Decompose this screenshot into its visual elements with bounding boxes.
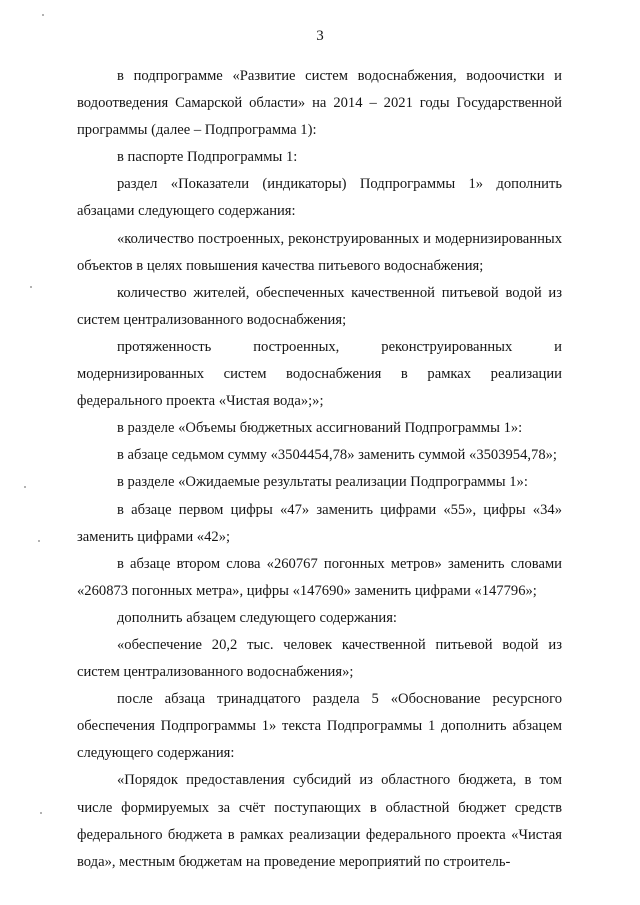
paragraph: в разделе «Объемы бюджетных ассигнований Подпрограммы 1»: [117, 420, 523, 437]
paragraph: в разделе «Ожидаемые результаты реализации Подпрограммы 1»: [117, 474, 528, 491]
paragraph: в подпрограмме «Развитие систем водоснабжения, водоочистки и водоотведения Самарской области» на 2014 – 2021 годы Государственной программы (далее – Подпрограмма 1): [77, 68, 562, 139]
paragraph: в абзаце первом цифры «47» заменить цифрами «55», цифры «34» заменить цифрами «42»; [77, 501, 562, 545]
paragraph: протяженность построенных, реконструированных и модернизированных систем водоснабжения в рамках реализации федерального проекта «Чистая вода»;»; [77, 338, 562, 410]
paragraph: в паспорте Подпрограммы 1: [117, 149, 298, 166]
scan-speck [24, 486, 26, 488]
scan-speck [30, 286, 32, 288]
paragraph: в абзаце седьмом сумму «3504454,78» заменить суммой «3503954,78»; [117, 447, 557, 464]
scan-speck [38, 540, 40, 542]
paragraph: после абзаца тринадцатого раздела 5 «Обоснование ресурсного обеспечения Подпрограммы 1» текста Подпрограммы 1 дополнить абзацем следующего содержания: [77, 691, 562, 762]
paragraph: количество жителей, обеспеченных качественной питьевой водой из систем централизованного водоснабжения; [77, 284, 562, 328]
paragraph: «Порядок предоставления субсидий из областного бюджета, в том числе формируемых за счёт поступающих в областной бюджет средств федерального бюджета в рамках реализации федерального проекта «Чистая вода», местным бюджетам на проведение мероприятий по строитель- [77, 772, 562, 870]
paragraph: «количество построенных, реконструированных и модернизированных объектов в целях повышения качества питьевого водоснабжения; [77, 230, 562, 274]
scan-speck [42, 14, 44, 16]
paragraph: в абзаце втором слова «260767 погонных метров» заменить словами «260873 погонных метра», цифры «147690» заменить цифрами «147796»; [77, 555, 562, 599]
paragraph: «обеспечение 20,2 тыс. человек качественной питьевой водой из систем централизованного водоснабжения»; [77, 636, 562, 681]
page-number: 3 [316, 28, 324, 44]
document-body [77, 63, 562, 876]
paragraph: дополнить абзацем следующего содержания: [117, 609, 397, 626]
scan-speck [40, 812, 42, 814]
paragraph: раздел «Показатели (индикаторы) Подпрограммы 1» дополнить абзацами следующего содержания: [77, 176, 562, 220]
